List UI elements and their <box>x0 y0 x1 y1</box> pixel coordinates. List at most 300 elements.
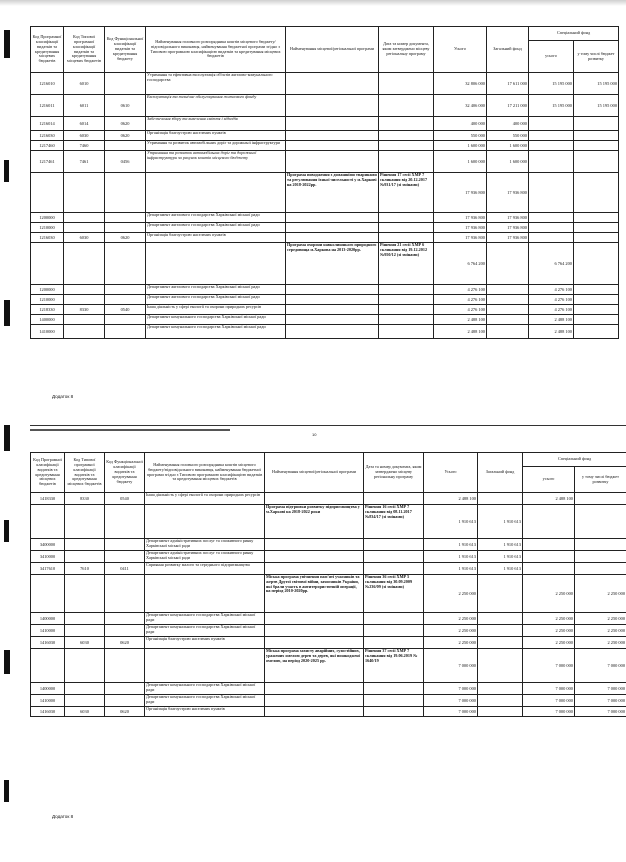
functional-code-cell: 0620 <box>105 117 146 131</box>
general-fund-cell <box>478 637 523 649</box>
general-fund-cell <box>487 243 529 285</box>
program-code-cell: 1217460 <box>31 141 64 151</box>
total-cell: 32 406 000 <box>434 95 487 117</box>
program-name-cell <box>265 707 364 717</box>
program-name-cell <box>286 151 379 173</box>
document-cell <box>379 295 434 305</box>
general-fund-cell: 1 910 613 <box>478 551 523 563</box>
document-cell <box>379 151 434 173</box>
total-cell: 1 910 613 <box>424 505 478 539</box>
program-name-cell <box>286 305 379 315</box>
special-fund-cell <box>523 551 575 563</box>
program-name-cell: Програма поводження з домашніми тваринами та регулювання їхньої чисельності у м.Харкові на 2018-2022рр. <box>286 173 379 213</box>
appendix-label: Додаток 8 <box>52 814 74 819</box>
document-cell <box>364 551 424 563</box>
total-cell: 2 250 000 <box>424 625 478 637</box>
table-row <box>31 563 626 575</box>
total-cell: 17 936 800 <box>434 173 487 213</box>
development-budget-cell <box>574 223 619 233</box>
program-name-cell: Міська програма увічнення пам'яті учасників та жертв Другої світової війни, захисників України, які брали участь в антитерористичній операції, на період 2010-2020рр. <box>265 575 364 613</box>
binding-mark <box>4 780 9 802</box>
typical-code-cell: 6030 <box>65 637 105 649</box>
col-header-development-budget: у тому числі бюджет розвитку <box>574 41 619 73</box>
program-name-cell <box>286 285 379 295</box>
table-row <box>31 707 626 717</box>
program-name-cell <box>286 117 379 131</box>
table-row <box>31 141 619 151</box>
program-code-cell: 1216011 <box>31 95 64 117</box>
program-name-cell <box>265 695 364 707</box>
table-body <box>31 73 619 339</box>
col-header-functional-code: Код Функціональної класифікації видатків та кредитування бюджету <box>105 453 145 493</box>
typical-code-cell <box>65 695 105 707</box>
col-header-program-code: Код Програмної класифікації видатків та кредитування місцевих бюджетів <box>31 27 64 73</box>
typical-code-cell: 6030 <box>65 707 105 717</box>
special-fund-cell <box>529 151 574 173</box>
development-budget-cell: 15 195 000 <box>574 73 619 95</box>
administrator-cell: Департамент житлового господарства Харківської міської ради <box>146 223 286 233</box>
typical-code-cell: 6011 <box>64 95 105 117</box>
program-name-cell <box>286 131 379 141</box>
document-cell <box>379 73 434 95</box>
program-name-cell: Програма охорони навколишнього природного середовища м.Харкова на 2013-2020рр. <box>286 243 379 285</box>
administrator-cell: Департамент комунального господарства Харківської міської ради <box>145 695 265 707</box>
table-row <box>31 243 619 285</box>
document-cell <box>379 213 434 223</box>
page-divider <box>30 425 626 426</box>
col-header-document: Дата та номер документа, яким затверджено місцеву регіональну програму <box>364 453 424 493</box>
binding-mark <box>4 425 10 451</box>
program-name-cell <box>286 223 379 233</box>
program-code-cell <box>31 243 64 285</box>
document-cell <box>379 305 434 315</box>
document-cell <box>379 325 434 339</box>
total-cell: 32 806 000 <box>434 73 487 95</box>
program-name-cell <box>286 95 379 117</box>
program-name-cell <box>265 563 364 575</box>
total-cell: 17 936 800 <box>434 223 487 233</box>
functional-code-cell: 0620 <box>105 637 145 649</box>
functional-code-cell: 0540 <box>105 305 146 315</box>
budget-table-part1 <box>30 26 619 339</box>
typical-code-cell: 8330 <box>64 305 105 315</box>
program-code-cell: 1210000 <box>31 223 64 233</box>
typical-code-cell <box>65 505 105 539</box>
document-cell <box>379 141 434 151</box>
col-header-special-fund: Спеціальний фонд <box>529 27 619 41</box>
table-row <box>31 649 626 683</box>
program-name-cell <box>286 73 379 95</box>
functional-code-cell <box>105 141 146 151</box>
table-row <box>31 173 619 213</box>
col-header-general-fund: Загальний фонд <box>478 453 523 493</box>
typical-code-cell <box>65 613 105 625</box>
administrator-cell: Сприяння розвитку малого та середнього підприємництва <box>145 563 265 575</box>
general-fund-cell: 1 910 613 <box>478 563 523 575</box>
table-row <box>31 213 619 223</box>
general-fund-cell: 1 600 000 <box>487 151 529 173</box>
binding-mark <box>4 30 10 58</box>
typical-code-cell: 6030 <box>64 131 105 141</box>
document-cell <box>364 493 424 505</box>
special-fund-cell <box>529 141 574 151</box>
document-cell <box>364 613 424 625</box>
administrator-cell <box>146 243 286 285</box>
total-cell: 1 600 000 <box>434 151 487 173</box>
appendix-label: Додаток 8 <box>52 394 74 399</box>
typical-code-cell <box>65 551 105 563</box>
development-budget-cell: 2 250 000 <box>575 613 626 625</box>
functional-code-cell <box>105 551 145 563</box>
administrator-cell: Інша діяльність у сфері екології та охорони природних ресурсів <box>146 305 286 315</box>
scan-edge <box>0 0 626 6</box>
program-code-cell: 1416030 <box>31 637 65 649</box>
document-cell <box>379 131 434 141</box>
col-header-administrator: Найменування головного розпорядника коштів місцевого бюджету/відповідального виконавця, найменування бюджетної програми згідно з Типовою програмною класифікацією видатків та кредитування місцевих бюджетів <box>145 453 265 493</box>
document-cell: Рішення 17 сесії ХМР 7 скликання від 20.12.2017 №931/17 (зі змінами) <box>379 173 434 213</box>
typical-code-cell: 7610 <box>65 563 105 575</box>
budget-table-part2 <box>30 452 626 717</box>
special-fund-cell: 2 488 100 <box>529 325 574 339</box>
program-name-cell <box>265 493 364 505</box>
total-cell: 1 910 613 <box>424 563 478 575</box>
development-budget-cell <box>574 305 619 315</box>
program-name-cell: Програма підтримки розвитку підприємництва у м.Харкові на 2018-2022 роки <box>265 505 364 539</box>
document-cell <box>379 315 434 325</box>
administrator-cell: Забезпечення збору та вивезення сміття і відходів <box>146 117 286 131</box>
administrator-cell: Експлуатація та технічне обслуговування житлового фонду <box>146 95 286 117</box>
special-fund-cell: 7 000 000 <box>523 707 575 717</box>
program-name-cell <box>286 233 379 243</box>
document-cell: Рішення 37 сесії ХМР 7 скликання від 19.06.2019 № 1640/19 <box>364 649 424 683</box>
development-budget-cell <box>574 315 619 325</box>
special-fund-cell <box>529 173 574 213</box>
table-row <box>31 295 619 305</box>
special-fund-cell: 2 250 000 <box>523 575 575 613</box>
table-row <box>31 695 626 707</box>
general-fund-cell <box>478 707 523 717</box>
special-fund-cell: 7 000 000 <box>523 683 575 695</box>
total-cell: 17 936 800 <box>434 213 487 223</box>
program-code-cell: 1216030 <box>31 131 64 141</box>
administrator-cell: Департамент адміністративних послуг та споживчого ринку Харківської міської ради <box>145 539 265 551</box>
functional-code-cell: 0456 <box>105 151 146 173</box>
table-row <box>31 551 626 563</box>
functional-code-cell <box>105 539 145 551</box>
functional-code-cell <box>105 649 145 683</box>
program-name-cell <box>265 637 364 649</box>
development-budget-cell <box>574 131 619 141</box>
program-name-cell <box>265 683 364 695</box>
general-fund-cell: 17 611 000 <box>487 73 529 95</box>
program-code-cell: 1416030 <box>31 707 65 717</box>
program-code-cell: 1216030 <box>31 233 64 243</box>
administrator-cell: Департамент житлового господарства Харківської міської ради <box>146 285 286 295</box>
development-budget-cell <box>574 141 619 151</box>
program-name-cell <box>265 625 364 637</box>
total-cell: 2 488 100 <box>434 315 487 325</box>
page-divider-shadow <box>30 429 230 431</box>
development-budget-cell <box>574 151 619 173</box>
development-budget-cell <box>574 285 619 295</box>
table-row <box>31 539 626 551</box>
development-budget-cell <box>575 551 626 563</box>
document-cell <box>379 233 434 243</box>
special-fund-cell: 6 764 200 <box>529 243 574 285</box>
typical-code-cell: 6014 <box>64 117 105 131</box>
development-budget-cell <box>574 295 619 305</box>
administrator-cell: Департамент комунального господарства Харківської міської ради <box>145 625 265 637</box>
functional-code-cell <box>105 625 145 637</box>
general-fund-cell: 1 600 000 <box>487 141 529 151</box>
program-code-cell: 1216010 <box>31 73 64 95</box>
administrator-cell: Утримання та розвиток автомобільних доріг та дорожньої інфраструктури <box>146 141 286 151</box>
document-cell <box>379 285 434 295</box>
functional-code-cell <box>105 243 146 285</box>
functional-code-cell <box>105 223 146 233</box>
program-code-cell: 1400000 <box>31 683 65 695</box>
document-cell <box>379 223 434 233</box>
program-code-cell <box>31 505 65 539</box>
total-cell: 7 000 000 <box>424 649 478 683</box>
general-fund-cell: 17 936 800 <box>487 213 529 223</box>
functional-code-cell: 0411 <box>105 563 145 575</box>
program-name-cell <box>286 315 379 325</box>
special-fund-cell <box>529 131 574 141</box>
table-row <box>31 493 626 505</box>
col-header-development-budget: у тому числі бюджет розвитку <box>575 467 626 493</box>
general-fund-cell <box>478 625 523 637</box>
binding-mark <box>4 650 10 674</box>
table-row <box>31 151 619 173</box>
program-name-cell <box>286 295 379 305</box>
program-code-cell: 1418330 <box>31 493 65 505</box>
binding-mark <box>4 520 9 542</box>
table-row <box>31 625 626 637</box>
table-row <box>31 117 619 131</box>
document-cell <box>364 683 424 695</box>
total-cell: 2 250 000 <box>424 575 478 613</box>
table-row <box>31 73 619 95</box>
special-fund-cell <box>523 505 575 539</box>
program-code-cell: 1217461 <box>31 151 64 173</box>
special-fund-cell: 2 488 100 <box>529 315 574 325</box>
functional-code-cell: 0620 <box>105 131 146 141</box>
total-cell: 7 000 000 <box>424 683 478 695</box>
general-fund-cell <box>487 305 529 315</box>
total-cell: 2 250 000 <box>424 637 478 649</box>
administrator-cell: Департамент адміністративних послуг та споживчого ринку Харківської міської ради <box>145 551 265 563</box>
functional-code-cell: 0620 <box>105 707 145 717</box>
program-code-cell: 1200000 <box>31 285 64 295</box>
binding-mark <box>4 300 10 326</box>
typical-code-cell <box>64 173 105 213</box>
col-header-general-fund: Загальний фонд <box>487 27 529 73</box>
special-fund-cell <box>529 213 574 223</box>
development-budget-cell <box>574 325 619 339</box>
program-code-cell: 1410000 <box>31 625 65 637</box>
program-code-cell: 1216014 <box>31 117 64 131</box>
development-budget-cell <box>575 493 626 505</box>
document-cell <box>364 539 424 551</box>
typical-code-cell: 6010 <box>64 73 105 95</box>
typical-code-cell <box>64 243 105 285</box>
col-header-document: Дата та номер документа, яким затверджено місцеву регіональну програму <box>379 27 434 73</box>
development-budget-cell <box>574 173 619 213</box>
document-cell <box>379 117 434 131</box>
special-fund-cell <box>523 563 575 575</box>
program-code-cell <box>31 173 64 213</box>
document-cell <box>364 637 424 649</box>
development-budget-cell <box>574 233 619 243</box>
development-budget-cell: 15 195 000 <box>574 95 619 117</box>
document-cell: Рішення 21 сесії ХМР 6 скликання від 19.12.2012 №950/12 (зі змінами) <box>379 243 434 285</box>
general-fund-cell: 17 211 000 <box>487 95 529 117</box>
col-header-special-total: усього <box>529 41 574 73</box>
general-fund-cell: 1 910 613 <box>478 539 523 551</box>
col-header-program-name: Найменування місцевої/регіональної програми <box>265 453 364 493</box>
special-fund-cell: 2 250 000 <box>523 613 575 625</box>
general-fund-cell <box>478 695 523 707</box>
administrator-cell: Організація благоустрою населених пунктів <box>145 637 265 649</box>
document-cell <box>379 95 434 117</box>
functional-code-cell <box>105 285 146 295</box>
total-cell: 6 764 200 <box>434 243 487 285</box>
general-fund-cell: 1 910 613 <box>478 505 523 539</box>
special-fund-cell <box>523 539 575 551</box>
total-cell: 400 000 <box>434 117 487 131</box>
table-row <box>31 683 626 695</box>
program-code-cell: 1410000 <box>31 325 64 339</box>
development-budget-cell <box>575 563 626 575</box>
general-fund-cell: 17 936 800 <box>487 173 529 213</box>
table-body <box>31 493 626 717</box>
total-cell: 1 600 000 <box>434 141 487 151</box>
total-cell: 1 910 613 <box>424 551 478 563</box>
program-name-cell <box>286 325 379 339</box>
administrator-cell: Інша діяльність у сфері екології та охорони природних ресурсів <box>145 493 265 505</box>
typical-code-cell <box>65 625 105 637</box>
administrator-cell: Організація благоустрою населених пунктів <box>146 233 286 243</box>
functional-code-cell: 0620 <box>105 233 146 243</box>
administrator-cell: Департамент комунального господарства Харківської міської ради <box>146 315 286 325</box>
administrator-cell: Утримання та розвиток автомобільних доріг та дорожньої інфраструктури за рахунок коштів місцевого бюджету <box>146 151 286 173</box>
special-fund-cell: 4 276 100 <box>529 295 574 305</box>
program-code-cell: 1400000 <box>31 613 65 625</box>
administrator-cell: Департамент комунального господарства Харківської міської ради <box>145 613 265 625</box>
general-fund-cell <box>487 315 529 325</box>
total-cell: 4 276 100 <box>434 295 487 305</box>
col-header-administrator: Найменування головного розпорядника коштів місцевого бюджету/відповідального виконавця, найменування бюджетної програми згідно з Типовою програмною класифікацією видатків та кредитування місцевих бюджетів <box>146 27 286 73</box>
administrator-cell <box>145 505 265 539</box>
program-code-cell: 1218330 <box>31 305 64 315</box>
functional-code-cell <box>105 325 146 339</box>
table-row <box>31 505 626 539</box>
special-fund-cell: 15 195 000 <box>529 73 574 95</box>
col-header-typical-code: Код Типової програмної класифікації видатків та кредитування місцевих бюджетів <box>65 453 105 493</box>
binding-mark <box>4 160 9 182</box>
general-fund-cell <box>478 613 523 625</box>
special-fund-cell <box>529 233 574 243</box>
col-header-typical-code: Код Типової програмної класифікації видатків та кредитування місцевих бюджетів <box>64 27 105 73</box>
table-row <box>31 95 619 117</box>
total-cell: 4 276 100 <box>434 285 487 295</box>
administrator-cell: Організація благоустрою населених пунктів <box>145 707 265 717</box>
general-fund-cell <box>487 325 529 339</box>
administrator-cell: Утримання та ефективна експлуатація об'єктів житлово-комунального господарства <box>146 73 286 95</box>
table-row <box>31 613 626 625</box>
development-budget-cell: 2 250 000 <box>575 637 626 649</box>
development-budget-cell: 7 000 000 <box>575 683 626 695</box>
table-row <box>31 233 619 243</box>
program-code-cell: 1200000 <box>31 213 64 223</box>
functional-code-cell <box>105 695 145 707</box>
development-budget-cell <box>574 243 619 285</box>
general-fund-cell <box>478 683 523 695</box>
program-code-cell: 1210000 <box>31 295 64 305</box>
col-header-special-total: усього <box>523 467 575 493</box>
general-fund-cell: 550 000 <box>487 131 529 141</box>
typical-code-cell <box>65 539 105 551</box>
special-fund-cell: 2 250 000 <box>523 637 575 649</box>
general-fund-cell <box>487 295 529 305</box>
table-row <box>31 315 619 325</box>
program-name-cell <box>265 539 364 551</box>
document-cell <box>364 695 424 707</box>
total-cell: 1 910 613 <box>424 539 478 551</box>
program-name-cell <box>286 213 379 223</box>
administrator-cell <box>145 649 265 683</box>
administrator-cell <box>145 575 265 613</box>
typical-code-cell <box>64 315 105 325</box>
total-cell: 2 488 100 <box>424 493 478 505</box>
development-budget-cell <box>574 213 619 223</box>
program-code-cell: 1410000 <box>31 695 65 707</box>
general-fund-cell <box>478 649 523 683</box>
program-code-cell <box>31 649 65 683</box>
development-budget-cell <box>574 117 619 131</box>
functional-code-cell <box>105 213 146 223</box>
development-budget-cell: 7 000 000 <box>575 707 626 717</box>
col-header-program-code: Код Програмної класифікації видатків та кредитування місцевих бюджетів <box>31 453 65 493</box>
total-cell: 2 250 000 <box>424 613 478 625</box>
functional-code-cell <box>105 683 145 695</box>
functional-code-cell <box>105 575 145 613</box>
table-row <box>31 637 626 649</box>
col-header-functional-code: Код Функціональної класифікації видатків та кредитування бюджету <box>105 27 146 73</box>
total-cell: 7 000 000 <box>424 707 478 717</box>
functional-code-cell: 0540 <box>105 493 145 505</box>
typical-code-cell: 8330 <box>65 493 105 505</box>
functional-code-cell <box>105 613 145 625</box>
table-row <box>31 131 619 141</box>
development-budget-cell: 7 000 000 <box>575 695 626 707</box>
special-fund-cell: 4 276 100 <box>529 305 574 315</box>
administrator-cell: Департамент житлового господарства Харківської міської ради <box>146 295 286 305</box>
functional-code-cell: 0610 <box>105 95 146 117</box>
functional-code-cell <box>105 505 145 539</box>
table-row <box>31 575 626 613</box>
special-fund-cell <box>529 117 574 131</box>
special-fund-cell: 2 250 000 <box>523 625 575 637</box>
development-budget-cell <box>575 505 626 539</box>
special-fund-cell <box>529 223 574 233</box>
typical-code-cell <box>64 223 105 233</box>
special-fund-cell: 7 000 000 <box>523 695 575 707</box>
special-fund-cell: 2 488 100 <box>523 493 575 505</box>
typical-code-cell <box>64 285 105 295</box>
page-number: 10 <box>312 432 317 437</box>
